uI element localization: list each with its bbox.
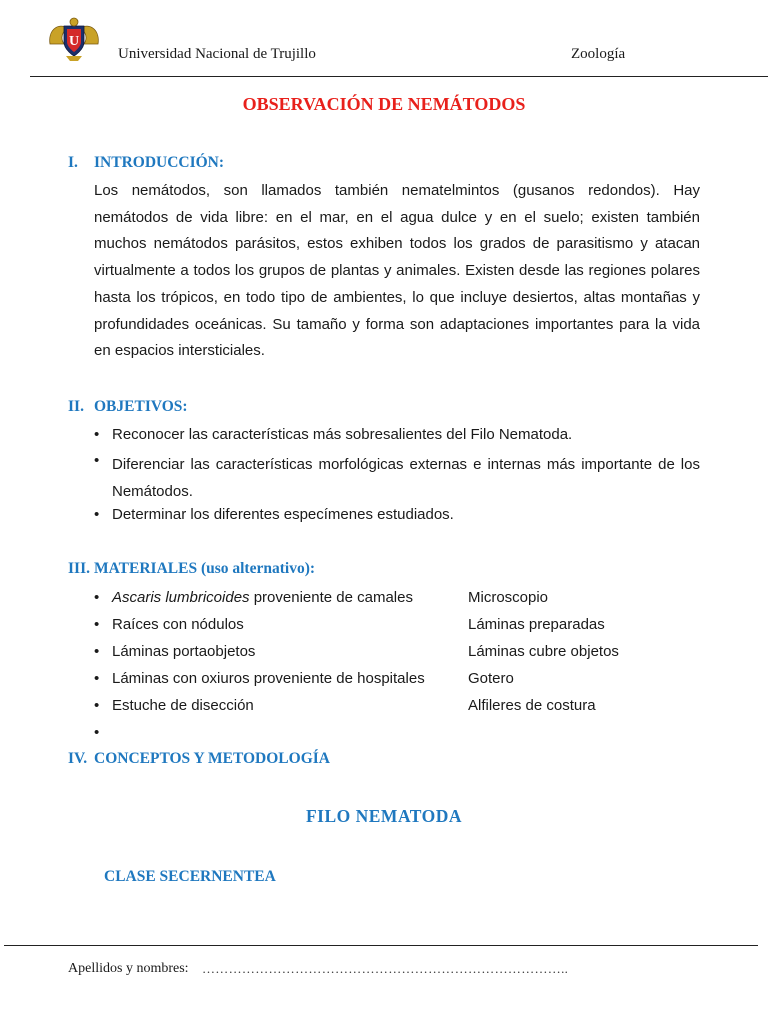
bullet-icon: • <box>94 724 100 741</box>
section-title: CONCEPTOS Y METODOLOGÍA <box>94 750 330 767</box>
name-field-blank: ……………………………………………………………………….. <box>202 961 569 976</box>
header-divider <box>30 76 768 77</box>
university-crest-icon <box>46 14 102 62</box>
material-text: Estuche de disección <box>112 697 254 714</box>
section-title: MATERIALES (uso alternativo): <box>94 560 316 577</box>
section-title: INTRODUCCIÓN: <box>94 154 225 171</box>
course-name: Zoología <box>571 46 626 62</box>
bullet-icon: • <box>94 506 100 523</box>
university-name: Universidad Nacional de Trujillo <box>118 46 316 62</box>
section-number: I. <box>68 154 78 171</box>
section-heading-introduction <box>68 154 224 172</box>
svg-text:U: U <box>68 34 80 49</box>
class-heading: CLASE SECERNENTEA <box>104 868 276 885</box>
section-number: IV. <box>68 750 88 767</box>
objectives-list <box>94 426 700 536</box>
objective-text: Reconocer las características más sobresalientes del Filo Nematoda. <box>112 426 573 443</box>
objective-text: Diferenciar las características morfológicas externas e internas más importante de los Nemátodos. <box>112 456 700 500</box>
material-text-secondary: Láminas cubre objetos <box>468 643 619 660</box>
section-heading-objectives <box>68 398 188 416</box>
section-number: II. <box>68 398 84 415</box>
name-field-label: Apellidos y nombres: <box>68 961 189 976</box>
material-text: Raíces con nódulos <box>112 616 244 633</box>
bullet-icon: • <box>94 643 100 660</box>
material-text-secondary: Alfileres de costura <box>468 697 596 714</box>
species-name: Ascaris lumbricoides <box>112 589 250 606</box>
bullet-icon: • <box>94 670 100 687</box>
material-text-secondary: Gotero <box>468 670 514 687</box>
introduction-paragraph: Los nemátodos, son llamados también nematelmintos (gusanos redondos). Hay nemátodos de vida libre: en el mar, en el agua dulce y en el suelo; existen también muchos nemátodos parásitos, estos exhiben todos los grados de parasitismo y atacan virtualmente a todos los grupos de plantas y animales. Existen desde las regiones polares hasta los trópicos, en todo tipo de ambientes, lo que incluye desiertos, altas montañas y profundidades oceánicas. Su tamaño y forma son adaptaciones importantes para la vida en espacios intersticiales. <box>94 182 700 360</box>
objective-text: Determinar los diferentes especímenes estudiados. <box>112 506 454 523</box>
materials-list <box>94 589 714 749</box>
document-title: OBSERVACIÓN DE NEMÁTODOS <box>242 94 526 114</box>
section-heading-concepts <box>68 750 330 768</box>
bullet-icon: • <box>94 589 100 606</box>
material-text: Láminas portaobjetos <box>112 643 256 660</box>
phylum-heading: FILO NEMATODA <box>305 806 463 826</box>
material-text-secondary: Láminas preparadas <box>468 616 605 633</box>
material-text-secondary: Microscopio <box>468 589 549 606</box>
material-text: Láminas con oxiuros proveniente de hospitales <box>112 670 425 687</box>
bullet-icon: • <box>94 697 100 714</box>
footer-divider <box>4 945 758 946</box>
bullet-icon: • <box>94 426 100 443</box>
material-text <box>112 589 413 606</box>
bullet-icon: • <box>94 616 100 633</box>
section-title: OBJETIVOS: <box>94 398 188 415</box>
bullet-icon: • <box>94 452 100 469</box>
material-source: proveniente de camales <box>249 589 413 606</box>
section-heading-materials <box>68 560 315 578</box>
section-number: III. <box>68 560 90 577</box>
